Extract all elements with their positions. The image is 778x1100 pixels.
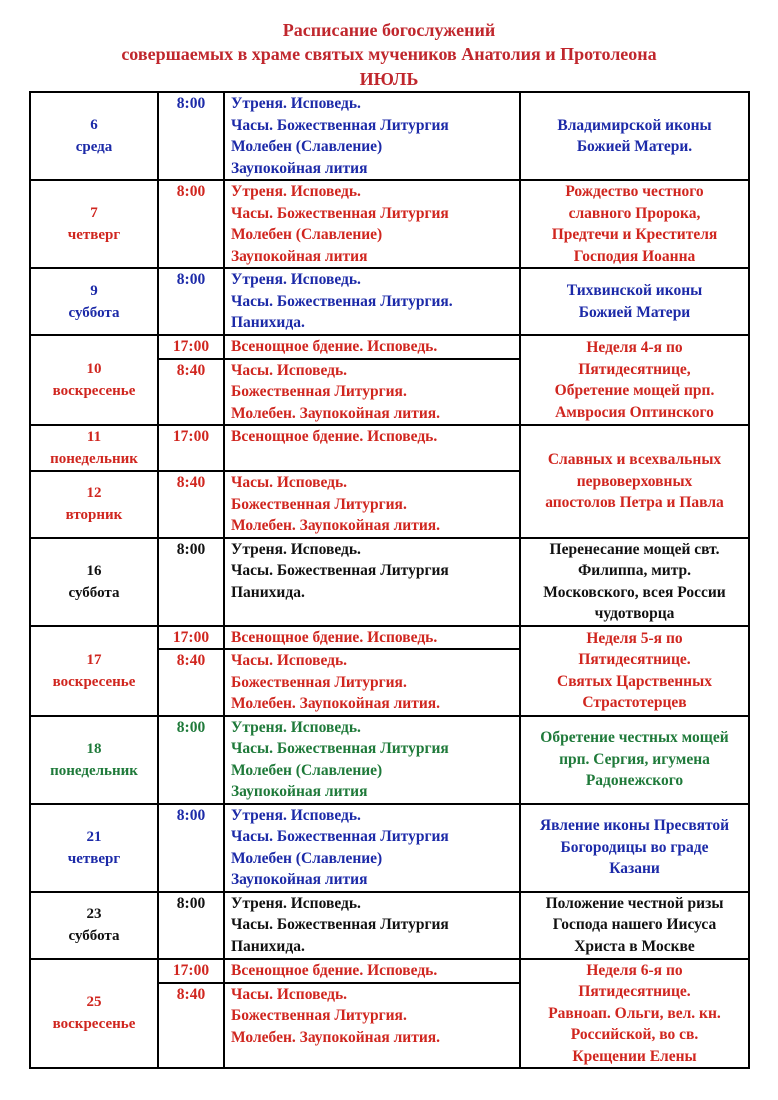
feast-cell: Неделя 5-я по Пятидесятнице. Святых Царственных Страстотерцев bbox=[520, 626, 749, 716]
date-cell: 6 среда bbox=[30, 92, 158, 180]
time-cell: 17:00 bbox=[158, 335, 224, 359]
date-cell: 25 воскресенье bbox=[30, 959, 158, 1069]
date-cell: 11 понедельник bbox=[30, 425, 158, 471]
feast-cell: Положение честной ризы Господа нашего Иисуса Христа в Москве bbox=[520, 892, 749, 959]
table-row bbox=[30, 804, 749, 892]
feast-cell: Перенесание мощей свт. Филиппа, митр. Московского, всея России чудотворца bbox=[520, 538, 749, 626]
service-cell: Часы. Исповедь. Божественная Литургия. Молебен. Заупокойная лития. bbox=[224, 359, 520, 426]
service-cell: Часы. Исповедь. Божественная Литургия. Молебен. Заупокойная лития. bbox=[224, 983, 520, 1068]
time-cell: 17:00 bbox=[158, 626, 224, 650]
feast-cell: Неделя 4-я по Пятидесятнице, Обретение мощей прп. Амвросия Оптинского bbox=[520, 335, 749, 425]
feast-cell: Рождество честного славного Пророка, Предтечи и Крестителя Господия Иоанна bbox=[520, 180, 749, 268]
schedule-table bbox=[29, 91, 750, 1069]
service-cell: Всенощное бдение. Исповедь. bbox=[224, 959, 520, 983]
page-subtitle: совершаемых в храме святых мучеников Анатолия и Протолеона bbox=[121, 44, 657, 64]
table-row bbox=[30, 92, 749, 180]
time-cell: 8:40 bbox=[158, 471, 224, 538]
table-row bbox=[30, 538, 749, 626]
date-cell: 10 воскресенье bbox=[30, 335, 158, 425]
service-cell: Утреня. Исповедь. Часы. Божественная Литургия Панихида. bbox=[224, 892, 520, 959]
table-row bbox=[30, 180, 749, 268]
service-cell: Всенощное бдение. Исповедь. bbox=[224, 626, 520, 650]
time-cell: 17:00 bbox=[158, 425, 224, 471]
service-cell: Утреня. Исповедь. Часы. Божественная Литургия Молебен (Славление) Заупокойная лития bbox=[224, 92, 520, 180]
time-cell: 8:00 bbox=[158, 92, 224, 180]
time-cell: 17:00 bbox=[158, 959, 224, 983]
table-row bbox=[30, 268, 749, 335]
date-cell: 16 суббота bbox=[30, 538, 158, 626]
table-row bbox=[30, 716, 749, 804]
feast-cell: Неделя 6-я по Пятидесятнице. Равноап. Ольги, вел. кн. Российской, во св. Крещении Елены bbox=[520, 959, 749, 1069]
table-row bbox=[30, 335, 749, 359]
service-cell: Утреня. Исповедь. Часы. Божественная Литургия Молебен (Славление) Заупокойная лития bbox=[224, 716, 520, 804]
feast-cell: Явление иконы Пресвятой Богородицы во граде Казани bbox=[520, 804, 749, 892]
date-cell: 23 суббота bbox=[30, 892, 158, 959]
time-cell: 8:40 bbox=[158, 359, 224, 426]
service-cell: Утреня. Исповедь. Часы. Божественная Литургия Молебен (Славление) Заупокойная лития bbox=[224, 804, 520, 892]
feast-cell: Владимирской иконы Божией Матери. bbox=[520, 92, 749, 180]
date-cell: 9 суббота bbox=[30, 268, 158, 335]
time-cell: 8:00 bbox=[158, 538, 224, 626]
service-cell: Часы. Исповедь. Божественная Литургия. Молебен. Заупокойная лития. bbox=[224, 649, 520, 716]
feast-cell: Обретение честных мощей прп. Сергия, игумена Радонежского bbox=[520, 716, 749, 804]
service-cell: Часы. Исповедь. Божественная Литургия. Молебен. Заупокойная лития. bbox=[224, 471, 520, 538]
service-cell: Утреня. Исповедь. Часы. Божественная Литургия Панихида. bbox=[224, 538, 520, 626]
date-cell: 17 воскресенье bbox=[30, 626, 158, 716]
date-cell: 18 понедельник bbox=[30, 716, 158, 804]
time-cell: 8:00 bbox=[158, 716, 224, 804]
date-cell: 21 четверг bbox=[30, 804, 158, 892]
table-row bbox=[30, 626, 749, 650]
service-cell: Всенощное бдение. Исповедь. bbox=[224, 425, 520, 471]
service-cell: Утреня. Исповедь. Часы. Божественная Литургия. Панихида. bbox=[224, 268, 520, 335]
time-cell: 8:00 bbox=[158, 180, 224, 268]
table-row bbox=[30, 892, 749, 959]
date-cell: 12 вторник bbox=[30, 471, 158, 538]
time-cell: 8:40 bbox=[158, 983, 224, 1068]
table-row bbox=[30, 425, 749, 471]
service-cell: Всенощное бдение. Исповедь. bbox=[224, 335, 520, 359]
service-cell: Утреня. Исповедь. Часы. Божественная Литургия Молебен (Славление) Заупокойная лития bbox=[224, 180, 520, 268]
month-label: ИЮЛЬ bbox=[359, 69, 419, 89]
feast-cell: Славных и всехвальных первоверховных апостолов Петра и Павла bbox=[520, 425, 749, 538]
time-cell: 8:00 bbox=[158, 892, 224, 959]
feast-cell: Тихвинской иконы Божией Матери bbox=[520, 268, 749, 335]
time-cell: 8:00 bbox=[158, 804, 224, 892]
date-cell: 7 четверг bbox=[30, 180, 158, 268]
time-cell: 8:00 bbox=[158, 268, 224, 335]
table-row bbox=[30, 959, 749, 983]
page-title: Расписание богослужений bbox=[282, 20, 496, 40]
time-cell: 8:40 bbox=[158, 649, 224, 716]
